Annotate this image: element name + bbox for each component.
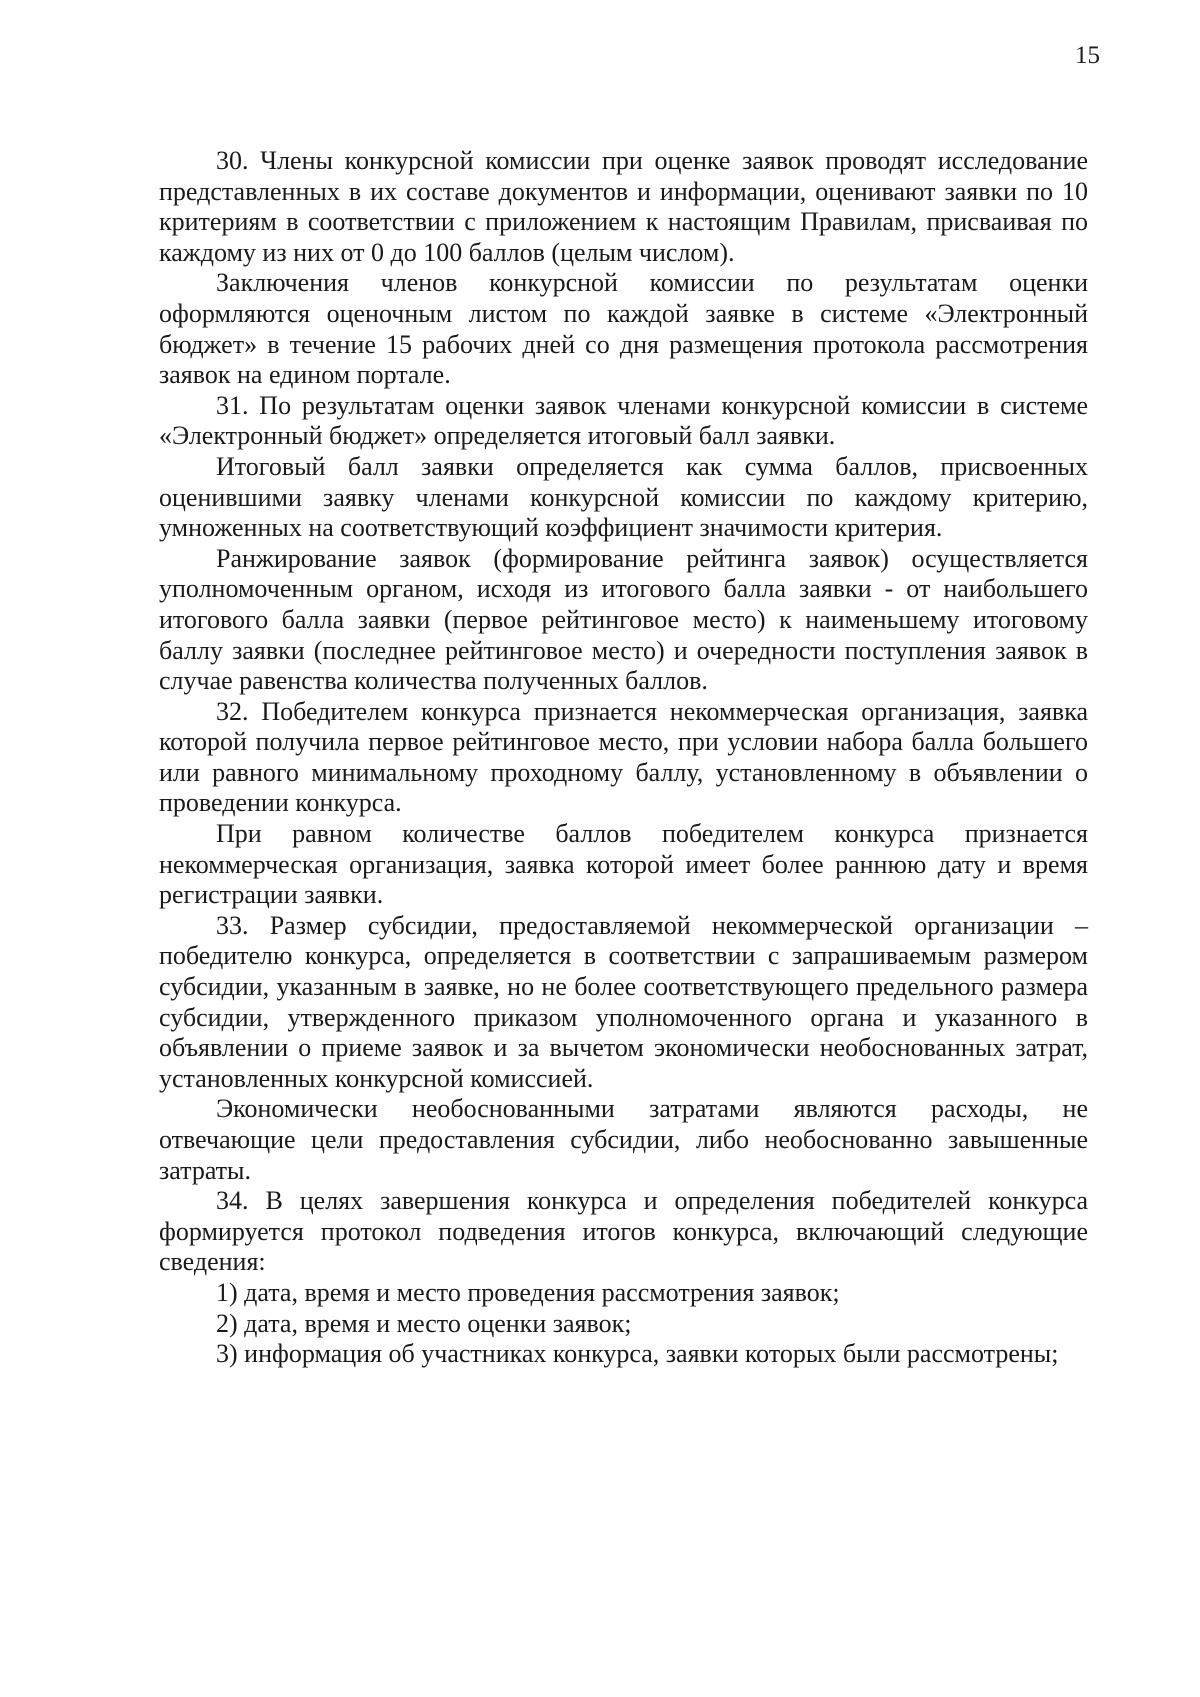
list-item-3: 3) информация об участниках конкурса, заявки которых были рассмотрены; [216,1339,1059,1369]
paragraph-33: 33. Размер субсидии, предоставляемой некоммерческой организации – победителю конкурса, определяется в соответствии с запрашиваемым размером субсидии, указанным в заявке, но не более соответствующего предельного размера субсидии, утвержденного приказом уполномоченного органа и указанного в объявлении о приеме заявок и за вычетом экономически необоснованных затрат, установленных конкурсной комиссией. [159,910,1088,1093]
paragraph-31: 31. По результатам оценки заявок членами конкурсной комиссии в системе «Электронный бюджет» определяется итоговый балл заявки. [159,390,1088,451]
paragraph-32-equal-scores: При равном количестве баллов победителем конкурса признается некоммерческая организация, заявка которой имеет более раннюю дату и время регистрации заявки. [159,819,1088,910]
paragraph-34: 34. В целях завершения конкурса и определения победителей конкурса формируется протокол подведения итогов конкурса, включающий следующие сведения: [159,1186,1088,1277]
page-number: 15 [1075,42,1100,69]
paragraph-31-ranking: Ранжирование заявок (формирование рейтинга заявок) осуществляется уполномоченным органом, исходя из итогового балла заявки - от наибольшего итогового балла заявки (первое рейтинговое место) к наименьшему итоговому баллу заявки (последнее рейтинговое место) и очередности поступления заявок в случае равенства количества полученных баллов. [159,543,1088,696]
list-item-2: 2) дата, время и место оценки заявок; [216,1308,632,1338]
paragraph-32: 32. Победителем конкурса признается некоммерческая организация, заявка которой получила первое рейтинговое место, при условии набора балла большего или равного минимальному проходному баллу, установленному в объявлении о проведении конкурса. [159,696,1088,818]
paragraph-33-unjustified-costs: Экономически необоснованными затратами являются расходы, не отвечающие цели предоставления субсидии, либо необоснованно завышенные затраты. [159,1094,1088,1185]
paragraph-31-total-score: Итоговый балл заявки определяется как сумма баллов, присвоенных оценившими заявку членами конкурсной комиссии по каждому критерию, умноженных на соответствующий коэффициент значимости критерия. [159,451,1088,543]
paragraph-30-conclusions: Заключения членов конкурсной комиссии по результатам оценки оформляются оценочным листом по каждой заявке в системе «Электронный бюджет» в течение 15 рабочих дней со дня размещения протокола рассмотрения заявок на едином портале. [159,268,1088,390]
list-item-1: 1) дата, время и место проведения рассмотрения заявок; [216,1277,840,1307]
paragraph-30: 30. Члены конкурсной комиссии при оценке заявок проводят исследование представленных в их составе документов и информации, оценивают заявки по 10 критериям в соответствии с приложением к настоящим Правилам, присваивая по каждому из них от 0 до 100 баллов (целым числом). [159,146,1088,267]
document-body [159,146,1088,1370]
